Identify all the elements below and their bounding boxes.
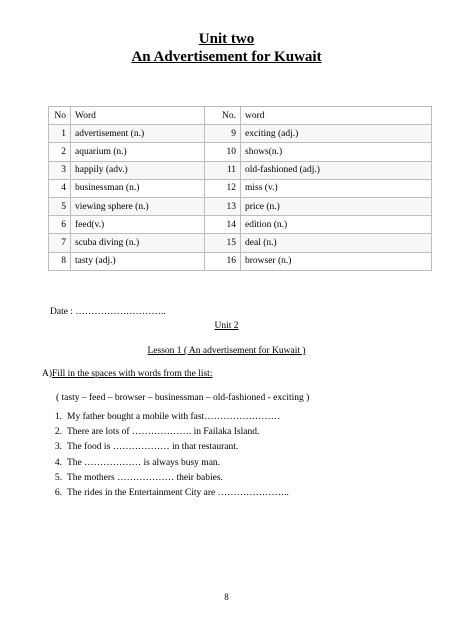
cell-number: 13 <box>205 197 241 215</box>
header-no-2: No. <box>205 107 241 125</box>
cell-number: 5 <box>49 197 71 215</box>
page-subtitle: An Advertisement for Kuwait <box>131 49 322 65</box>
lesson-heading: Lesson 1 ( An advertisement for Kuwait ) <box>147 346 306 356</box>
cell-number: 14 <box>205 216 241 234</box>
sentence-text: The ……………… is always busy man. <box>67 457 221 468</box>
cell-number: 16 <box>205 252 241 270</box>
table-row <box>49 197 432 215</box>
exercise-label: A) <box>42 369 53 379</box>
cell-number: 11 <box>205 161 241 179</box>
page-number: 8 <box>224 592 229 602</box>
cell-word: scuba diving (n.) <box>71 234 205 252</box>
sentence-text: There are lots of ………………. in Failaka Island. <box>67 427 260 438</box>
cell-number: 3 <box>49 161 71 179</box>
cell-number: 1 <box>49 125 71 143</box>
table-row <box>49 143 432 161</box>
cell-number: 9 <box>205 125 241 143</box>
cell-word: exciting (adj.) <box>241 125 432 143</box>
sentence-text: The rides in the Entertainment City are ………………….. <box>67 487 289 498</box>
cell-word: aquarium (n.) <box>71 143 205 161</box>
cell-number: 12 <box>205 179 241 197</box>
item-number: 3. <box>54 442 62 453</box>
cell-number: 2 <box>49 143 71 161</box>
cell-word: happily (adv.) <box>71 161 205 179</box>
sentence-text: The food is ……………… in that restaurant. <box>67 442 239 453</box>
cell-word: viewing sphere (n.) <box>71 197 205 215</box>
cell-number: 15 <box>205 234 241 252</box>
cell-word: feed(v.) <box>71 216 205 234</box>
page-title: Unit two <box>198 31 255 47</box>
cell-word: advertisement (n.) <box>71 125 205 143</box>
cell-word: edition (n.) <box>241 216 432 234</box>
header-word-2: word <box>241 107 432 125</box>
item-number: 5. <box>54 472 62 483</box>
table-row <box>49 179 432 197</box>
cell-word: tasty (adj.) <box>71 252 205 270</box>
header-no: No <box>49 107 71 125</box>
sentence-list <box>48 410 428 501</box>
list-item <box>48 456 428 471</box>
cell-word: price (n.) <box>241 197 432 215</box>
unit-heading: Unit 2 <box>214 321 239 331</box>
item-number: 1. <box>54 412 62 422</box>
table-row <box>49 234 432 252</box>
word-list: ( tasty – feed – browser – businessman – old-fashioned - exciting ) <box>56 393 310 403</box>
item-number: 6. <box>54 487 62 498</box>
list-item <box>48 471 428 486</box>
cell-number: 10 <box>205 143 241 161</box>
table-row <box>49 125 432 143</box>
table-row <box>49 161 432 179</box>
table-row <box>49 252 432 270</box>
list-item <box>48 486 428 501</box>
header-word: Word <box>71 107 205 125</box>
exercise-instruction <box>42 369 212 379</box>
table-row <box>49 216 432 234</box>
date-line: Date : ……………………….. <box>50 307 166 317</box>
table-header-row <box>49 107 432 125</box>
list-item <box>48 440 428 455</box>
cell-word: old-fashioned (adj.) <box>241 161 432 179</box>
cell-number: 8 <box>49 252 71 270</box>
vocabulary-table <box>48 106 432 271</box>
list-item <box>48 410 428 425</box>
cell-number: 4 <box>49 179 71 197</box>
cell-word: shows(n.) <box>241 143 432 161</box>
cell-word: miss (v.) <box>241 179 432 197</box>
item-number: 4. <box>54 457 62 468</box>
cell-number: 6 <box>49 216 71 234</box>
cell-word: businessman (n.) <box>71 179 205 197</box>
item-number: 2. <box>54 427 62 438</box>
sentence-text: The mothers ……………… their babies. <box>67 472 223 483</box>
cell-word: deal (n.) <box>241 234 432 252</box>
cell-number: 7 <box>49 234 71 252</box>
cell-word: browser (n.) <box>241 252 432 270</box>
list-item <box>48 425 428 440</box>
instruction-text: Fill in the spaces with words from the list: <box>52 369 213 379</box>
sentence-text: My father bought a mobile with fast…………………… <box>67 412 281 422</box>
